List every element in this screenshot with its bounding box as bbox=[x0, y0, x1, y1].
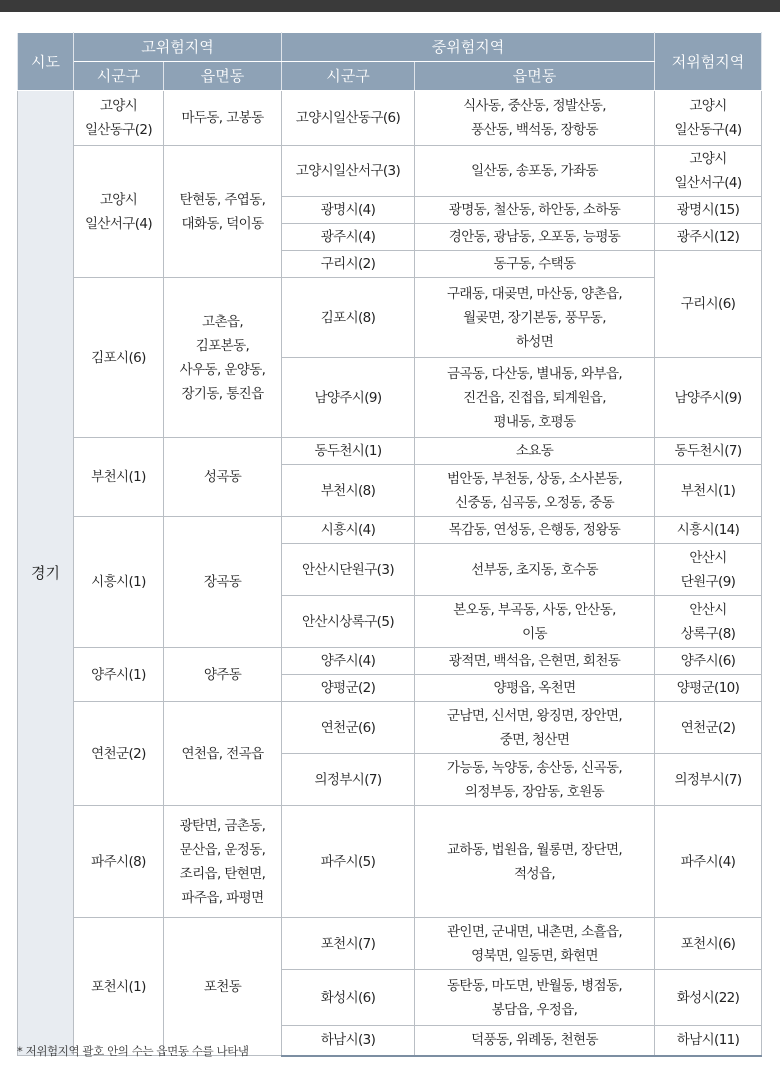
low-cell: 안산시 상록구(8) bbox=[655, 596, 762, 648]
table-row bbox=[18, 517, 762, 544]
header-high-risk: 고위험지역 bbox=[74, 33, 282, 62]
high-dong-cell: 마두동, 고봉동 bbox=[164, 91, 282, 146]
mid-sigungu-cell: 김포시(8) bbox=[282, 278, 415, 358]
header-low-risk: 저위험지역 bbox=[655, 33, 762, 91]
table-row bbox=[18, 806, 762, 918]
mid-sigungu-cell: 고양시일산서구(3) bbox=[282, 146, 415, 197]
table-row bbox=[18, 702, 762, 754]
mid-sigungu-cell: 양주시(4) bbox=[282, 648, 415, 675]
header-mid-sigungu: 시군구 bbox=[282, 62, 415, 91]
table-row bbox=[18, 438, 762, 465]
mid-sigungu-cell: 안산시상록구(5) bbox=[282, 596, 415, 648]
high-dong-cell: 성곡동 bbox=[164, 438, 282, 517]
sido-cell: 경기 bbox=[18, 91, 74, 1056]
mid-dong-cell: 범안동, 부천동, 상동, 소사본동, 신중동, 심곡동, 오정동, 중동 bbox=[415, 465, 655, 517]
mid-sigungu-cell: 고양시일산동구(6) bbox=[282, 91, 415, 146]
mid-dong-cell: 동탄동, 마도면, 반월동, 병점동, 봉담읍, 우정읍, bbox=[415, 970, 655, 1026]
mid-sigungu-cell: 연천군(6) bbox=[282, 702, 415, 754]
low-cell: 양주시(6) bbox=[655, 648, 762, 675]
high-sigungu-cell: 김포시(6) bbox=[74, 278, 164, 438]
low-cell: 파주시(4) bbox=[655, 806, 762, 918]
mid-dong-cell: 교하동, 법원읍, 월롱면, 장단면, 적성읍, bbox=[415, 806, 655, 918]
header-mid-eupmyeondong: 읍면동 bbox=[415, 62, 655, 91]
mid-dong-cell: 군남면, 신서면, 왕징면, 장안면, 중면, 청산면 bbox=[415, 702, 655, 754]
mid-dong-cell: 광명동, 철산동, 하안동, 소하동 bbox=[415, 197, 655, 224]
table-row bbox=[18, 146, 762, 197]
mid-dong-cell: 식사동, 중산동, 정발산동, 풍산동, 백석동, 장항동 bbox=[415, 91, 655, 146]
table-row bbox=[18, 278, 762, 358]
low-cell: 구리시(6) bbox=[655, 251, 762, 358]
mid-dong-cell: 광적면, 백석읍, 은현면, 회천동 bbox=[415, 648, 655, 675]
high-sigungu-cell: 고양시 일산서구(4) bbox=[74, 146, 164, 278]
mid-sigungu-cell: 광명시(4) bbox=[282, 197, 415, 224]
low-cell: 양평군(10) bbox=[655, 675, 762, 702]
mid-dong-cell: 소요동 bbox=[415, 438, 655, 465]
mid-sigungu-cell: 남양주시(9) bbox=[282, 358, 415, 438]
low-cell: 광주시(12) bbox=[655, 224, 762, 251]
mid-sigungu-cell: 양평군(2) bbox=[282, 675, 415, 702]
low-cell: 안산시 단원구(9) bbox=[655, 544, 762, 596]
low-cell: 시흥시(14) bbox=[655, 517, 762, 544]
mid-sigungu-cell: 구리시(2) bbox=[282, 251, 415, 278]
mid-dong-cell: 구래동, 대곶면, 마산동, 양촌읍, 월곶면, 장기본동, 풍무동, 하성면 bbox=[415, 278, 655, 358]
mid-sigungu-cell: 동두천시(1) bbox=[282, 438, 415, 465]
header-sido: 시도 bbox=[18, 33, 74, 91]
risk-region-table bbox=[17, 32, 762, 1057]
mid-sigungu-cell: 의정부시(7) bbox=[282, 754, 415, 806]
high-sigungu-cell: 양주시(1) bbox=[74, 648, 164, 702]
mid-sigungu-cell: 하남시(3) bbox=[282, 1026, 415, 1056]
low-cell: 화성시(22) bbox=[655, 970, 762, 1026]
high-dong-cell: 장곡동 bbox=[164, 517, 282, 648]
mid-dong-cell: 덕풍동, 위례동, 천현동 bbox=[415, 1026, 655, 1056]
high-sigungu-cell: 시흥시(1) bbox=[74, 517, 164, 648]
header-high-eupmyeondong: 읍면동 bbox=[164, 62, 282, 91]
mid-dong-cell: 본오동, 부곡동, 사동, 안산동, 이동 bbox=[415, 596, 655, 648]
mid-dong-cell: 동구동, 수택동 bbox=[415, 251, 655, 278]
mid-dong-cell: 관인면, 군내면, 내촌면, 소흘읍, 영북면, 일동면, 화현면 bbox=[415, 918, 655, 970]
high-dong-cell: 탄현동, 주엽동, 대화동, 덕이동 bbox=[164, 146, 282, 278]
header-high-sigungu: 시군구 bbox=[74, 62, 164, 91]
header-mid-risk: 중위험지역 bbox=[282, 33, 655, 62]
high-dong-cell: 광탄면, 금촌동, 문산읍, 운정동, 조리읍, 탄현면, 파주읍, 파평면 bbox=[164, 806, 282, 918]
mid-sigungu-cell: 포천시(7) bbox=[282, 918, 415, 970]
high-sigungu-cell: 부천시(1) bbox=[74, 438, 164, 517]
high-sigungu-cell: 포천시(1) bbox=[74, 918, 164, 1056]
mid-dong-cell: 선부동, 초지동, 호수동 bbox=[415, 544, 655, 596]
high-dong-cell: 고촌읍, 김포본동, 사우동, 운양동, 장기동, 통진읍 bbox=[164, 278, 282, 438]
high-dong-cell: 포천동 bbox=[164, 918, 282, 1056]
low-cell: 동두천시(7) bbox=[655, 438, 762, 465]
low-cell: 고양시 일산동구(4) bbox=[655, 91, 762, 146]
mid-dong-cell: 경안동, 광남동, 오포동, 능평동 bbox=[415, 224, 655, 251]
low-cell: 하남시(11) bbox=[655, 1026, 762, 1056]
high-sigungu-cell: 연천군(2) bbox=[74, 702, 164, 806]
high-dong-cell: 연천읍, 전곡읍 bbox=[164, 702, 282, 806]
mid-sigungu-cell: 시흥시(4) bbox=[282, 517, 415, 544]
mid-sigungu-cell: 광주시(4) bbox=[282, 224, 415, 251]
mid-dong-cell: 금곡동, 다산동, 별내동, 와부읍, 진건읍, 진접읍, 퇴계원읍, 평내동, 호평동 bbox=[415, 358, 655, 438]
low-cell: 고양시 일산서구(4) bbox=[655, 146, 762, 197]
high-sigungu-cell: 고양시 일산동구(2) bbox=[74, 91, 164, 146]
mid-sigungu-cell: 안산시단원구(3) bbox=[282, 544, 415, 596]
low-cell: 연천군(2) bbox=[655, 702, 762, 754]
mid-sigungu-cell: 화성시(6) bbox=[282, 970, 415, 1026]
high-sigungu-cell: 파주시(8) bbox=[74, 806, 164, 918]
table-row bbox=[18, 648, 762, 675]
mid-dong-cell: 가능동, 녹양동, 송산동, 신곡동, 의정부동, 장암동, 호원동 bbox=[415, 754, 655, 806]
mid-sigungu-cell: 파주시(5) bbox=[282, 806, 415, 918]
low-cell: 포천시(6) bbox=[655, 918, 762, 970]
mid-dong-cell: 양평읍, 옥천면 bbox=[415, 675, 655, 702]
mid-dong-cell: 일산동, 송포동, 가좌동 bbox=[415, 146, 655, 197]
top-dark-bar bbox=[0, 0, 780, 12]
footnote: * 저위험지역 괄호 안의 수는 읍면동 수를 나타냄 bbox=[17, 1044, 249, 1058]
low-cell: 남양주시(9) bbox=[655, 358, 762, 438]
mid-dong-cell: 목감동, 연성동, 은행동, 정왕동 bbox=[415, 517, 655, 544]
table-row bbox=[18, 91, 762, 146]
low-cell: 의정부시(7) bbox=[655, 754, 762, 806]
high-dong-cell: 양주동 bbox=[164, 648, 282, 702]
table-row bbox=[18, 918, 762, 970]
low-cell: 광명시(15) bbox=[655, 197, 762, 224]
mid-sigungu-cell: 부천시(8) bbox=[282, 465, 415, 517]
low-cell: 부천시(1) bbox=[655, 465, 762, 517]
